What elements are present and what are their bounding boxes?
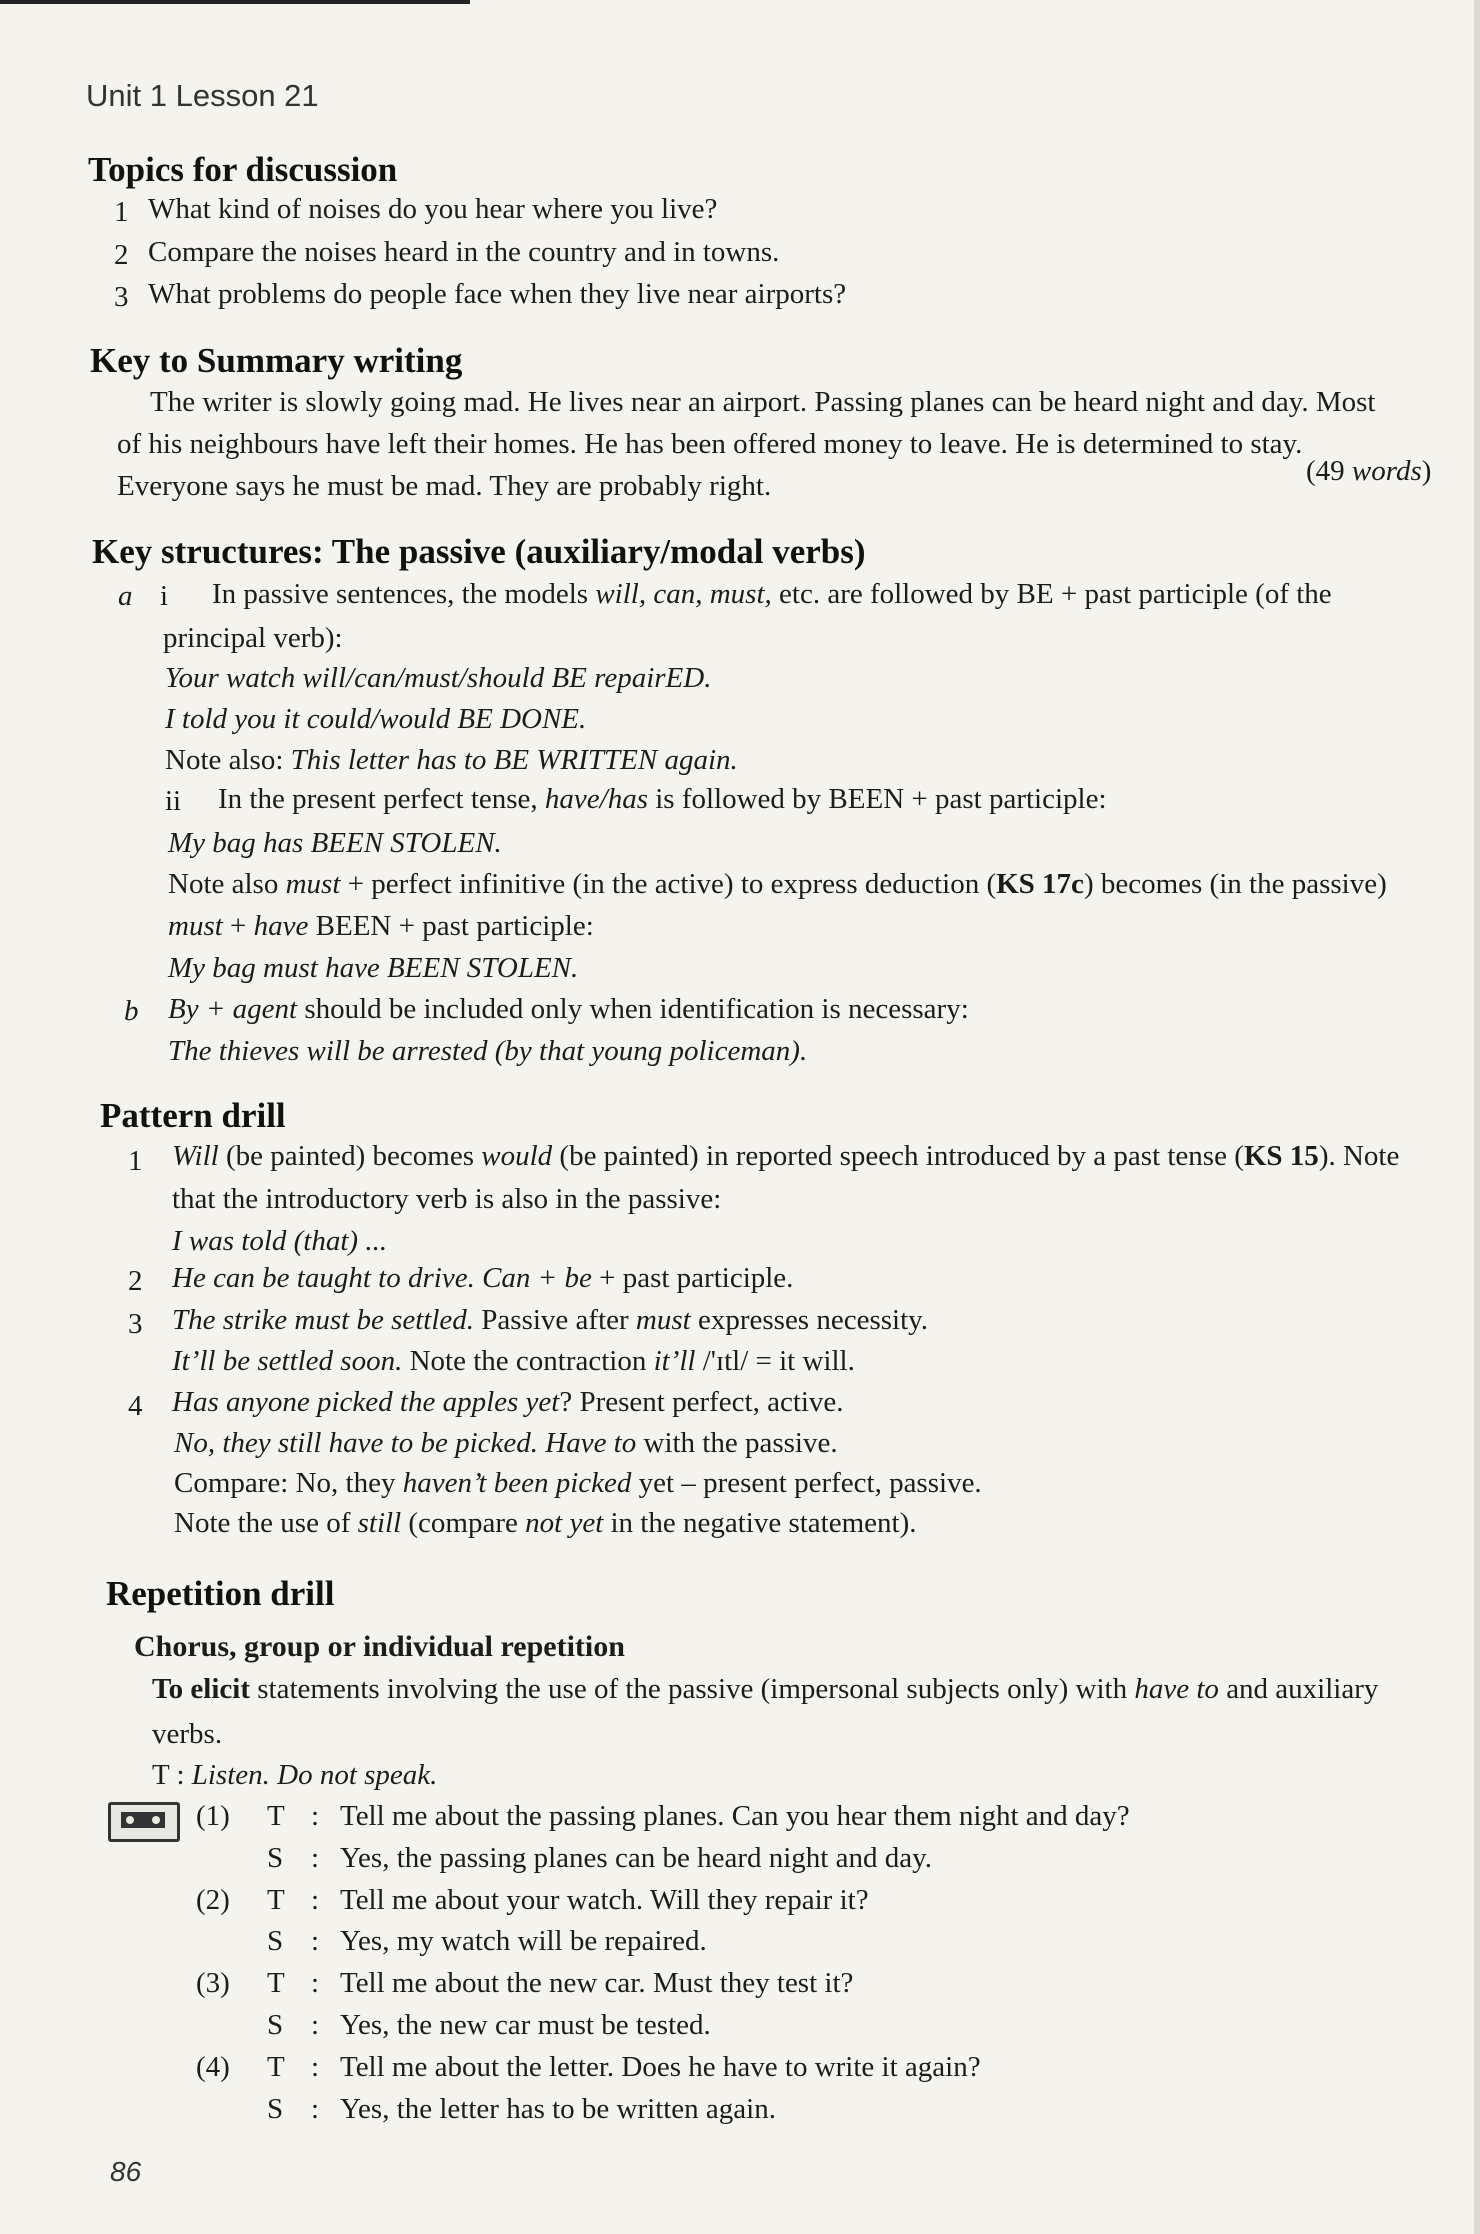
dialog-number: (2) — [196, 1884, 230, 1916]
ks-text: principal verb): — [163, 622, 343, 654]
dialog-speaker: S — [267, 2093, 284, 2125]
dialog-colon: : — [311, 1884, 320, 1916]
dialog-colon: : — [311, 1925, 320, 1957]
page-edge — [1474, 0, 1480, 2234]
dialog-text: Yes, the letter has to be written again. — [340, 2093, 776, 2125]
pattern-example: I was told (that) ... — [172, 1225, 388, 1257]
pattern-text: No, they still have to be picked. Have to with the passive. — [174, 1427, 838, 1459]
dialog-colon: : — [311, 1800, 320, 1832]
pattern-text: The strike must be settled. Passive after must expresses necessity. — [172, 1304, 929, 1336]
ks-example: My bag has BEEN STOLEN. — [168, 827, 502, 859]
ks-text: By + agent should be included only when identification is necessary: — [168, 993, 969, 1025]
pattern-text: It’ll be settled soon. Note the contraction it’ll /'ɪtl/ = it will. — [172, 1345, 855, 1377]
item-label: ii — [165, 785, 182, 817]
drill-number: 4 — [128, 1390, 143, 1422]
summary-heading: Key to Summary writing — [90, 341, 463, 380]
repetition-text: verbs. — [152, 1718, 223, 1750]
repetition-subheading: Chorus, group or individual repetition — [134, 1630, 625, 1663]
summary-line: of his neighbours have left their homes. He has been offered money to leave. He is determined to stay. — [117, 428, 1303, 460]
item-label: b — [124, 995, 139, 1027]
topic-number: 3 — [114, 281, 129, 313]
item-label: i — [160, 580, 169, 612]
page-header: Unit 1 Lesson 21 — [86, 78, 319, 113]
dialog-text: Tell me about the new car. Must they test it? — [340, 1967, 854, 1999]
ks-example: Your watch will/can/must/should BE repairED. — [165, 662, 712, 694]
dialog-text: Tell me about the passing planes. Can you hear them night and day? — [340, 1800, 1130, 1832]
drill-number: 3 — [128, 1308, 143, 1340]
dialog-number: (3) — [196, 1967, 230, 1999]
topic-number: 1 — [114, 196, 129, 228]
repetition-instruction: T : Listen. Do not speak. — [152, 1759, 438, 1791]
ks-note: must + have BEEN + past participle: — [168, 910, 594, 942]
topic-item: What kind of noises do you hear where you live? — [148, 193, 718, 225]
summary-line: The writer is slowly going mad. He lives near an airport. Passing planes can be heard night and day. Most — [150, 386, 1376, 418]
ks-text: In passive sentences, the models will, can, must, etc. are followed by BE + past participle (of the — [212, 578, 1332, 610]
word-count: (49 words) — [1306, 455, 1432, 487]
pattern-heading: Pattern drill — [100, 1096, 286, 1135]
topic-number: 2 — [114, 239, 129, 271]
pattern-text: Has anyone picked the apples yet? Present perfect, active. — [172, 1386, 844, 1418]
cassette-icon — [108, 1802, 180, 1842]
pattern-text: Compare: No, they haven’t been picked yet – present perfect, passive. — [174, 1467, 982, 1499]
ks-text: In the present perfect tense, have/has is followed by BEEN + past participle: — [218, 783, 1107, 815]
dialog-number: (1) — [196, 1800, 230, 1832]
pattern-text: that the introductory verb is also in the passive: — [172, 1183, 722, 1215]
ks-example: My bag must have BEEN STOLEN. — [168, 952, 579, 984]
pattern-text: Note the use of still (compare not yet in the negative statement). — [174, 1507, 917, 1539]
dialog-number: (4) — [196, 2051, 230, 2083]
top-rule — [0, 0, 470, 4]
dialog-colon: : — [311, 2051, 320, 2083]
dialog-speaker: T — [267, 1800, 285, 1832]
ks-note: Note also must + perfect infinitive (in the active) to express deduction (KS 17c) becomes (in the passive) — [168, 868, 1387, 900]
dialog-text: Yes, the new car must be tested. — [340, 2009, 711, 2041]
topic-item: What problems do people face when they live near airports? — [148, 278, 847, 310]
repetition-text: To elicit statements involving the use of the passive (impersonal subjects only) with have to and auxiliary — [152, 1673, 1379, 1705]
page-number: 86 — [110, 2156, 142, 2187]
dialog-speaker: T — [267, 2051, 285, 2083]
dialog-colon: : — [311, 1842, 320, 1874]
dialog-colon: : — [311, 2009, 320, 2041]
dialog-speaker: T — [267, 1967, 285, 1999]
ks-example: The thieves will be arrested (by that young policeman). — [168, 1035, 808, 1067]
key-structures-heading: Key structures: The passive (auxiliary/modal verbs) — [92, 532, 866, 571]
dialog-text: Tell me about your watch. Will they repair it? — [340, 1884, 869, 1916]
dialog-text: Yes, the passing planes can be heard night and day. — [340, 1842, 932, 1874]
ks-note: Note also: This letter has to BE WRITTEN again. — [165, 744, 738, 776]
dialog-text: Yes, my watch will be repaired. — [340, 1925, 707, 1957]
dialog-speaker: S — [267, 1842, 284, 1874]
drill-number: 2 — [128, 1265, 143, 1297]
dialog-text: Tell me about the letter. Does he have to write it again? — [340, 2051, 981, 2083]
topic-item: Compare the noises heard in the country and in towns. — [148, 236, 780, 268]
pattern-text: He can be taught to drive. Can + be + past participle. — [172, 1262, 794, 1294]
dialog-speaker: T — [267, 1884, 285, 1916]
dialog-colon: : — [311, 2093, 320, 2125]
repetition-heading: Repetition drill — [106, 1574, 335, 1613]
drill-number: 1 — [128, 1145, 143, 1177]
item-label: a — [118, 580, 133, 612]
ks-example: I told you it could/would BE DONE. — [165, 703, 587, 735]
dialog-speaker: S — [267, 2009, 284, 2041]
dialog-speaker: S — [267, 1925, 284, 1957]
dialog-colon: : — [311, 1967, 320, 1999]
topics-heading: Topics for discussion — [88, 150, 398, 189]
pattern-text: Will (be painted) becomes would (be painted) in reported speech introduced by a past tense (KS 15). Note — [172, 1140, 1400, 1172]
summary-line: Everyone says he must be mad. They are probably right. — [117, 470, 772, 502]
